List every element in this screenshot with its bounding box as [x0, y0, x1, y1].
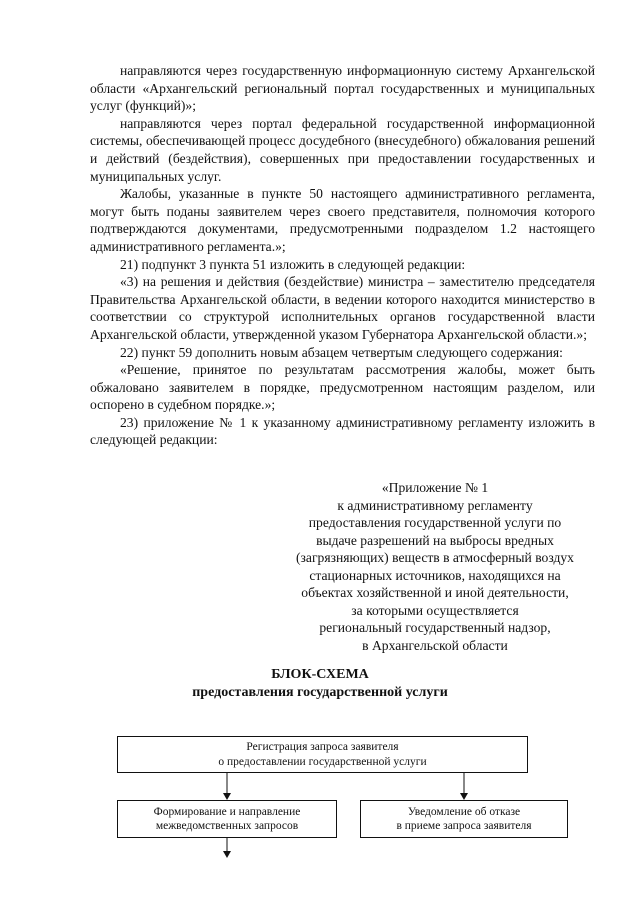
paragraph-item-21-text: «3) на решения и действия (бездействие) министра – заместителю председателя Правительства Архангельской области, в ведении которого находится министерство в соответствии со структурой исполнительных органов государственной власти Архангельской области, утвержденной указом Губернатора Архангельской области.»;	[90, 274, 595, 342]
paragraph-item-22: 22) пункт 59 дополнить новым абзацем четвертым следующего содержания:	[120, 344, 563, 360]
appendix-line: региональный государственный надзор,	[319, 620, 551, 635]
appendix-line: предоставления государственной услуги по	[308, 515, 562, 530]
paragraph-portal-region: направляются через государственную информационную систему Архангельской области «Архангельский региональный портал государственных и муниципальных услуг (функций)»;	[90, 63, 595, 114]
appendix-line: «Приложение № 1	[381, 480, 489, 495]
appendix-line: за которыми осуществляется	[351, 602, 519, 618]
flow-box-line: Формирование и направление	[153, 805, 301, 818]
arrowhead-interagency	[223, 793, 231, 800]
arrowhead-refusal	[460, 793, 468, 800]
appendix-line: выдаче разрешений на выбросы вредных	[316, 532, 554, 548]
flow-box-line: Регистрация запроса заявителя	[246, 741, 399, 753]
flow-box-line: в приеме запроса заявителя	[396, 820, 532, 832]
flow-box-line: о предоставлении государственной услуги	[218, 755, 427, 768]
paragraph-complaints-representative: Жалобы, указанные в пункте 50 настоящего административного регламента, могут быть поданы заявителем через своего представителя, полномочия которого подтверждаются документами, предусмотренными подразделом 1.2 настоящего административного регламента.»;	[90, 186, 595, 254]
appendix-line: к административному регламенту	[337, 497, 533, 513]
scheme-subtitle: предоставления государственной услуги	[192, 685, 448, 700]
paragraph-item-21: 21) подпункт 3 пункта 51 изложить в следующей редакции:	[120, 256, 466, 272]
paragraph-item-22-text: «Решение, принятое по результатам рассмотрения жалобы, может быть обжаловано заявителем в порядке, предусмотренном настоящим разделом, или оспорено в судебном порядке.»;	[90, 362, 595, 413]
appendix-line: (загрязняющих) веществ в атмосферный воздух	[296, 550, 574, 565]
appendix-line: стационарных источников, находящихся на	[309, 567, 561, 583]
arrowhead-next-step	[223, 851, 231, 858]
appendix-line: в Архангельской области	[362, 637, 508, 653]
flow-box-line: межведомственных запросов	[155, 820, 299, 832]
appendix-line: объектах хозяйственной и иной деятельности,	[301, 585, 569, 600]
paragraph-portal-federal: направляются через портал федеральной государственной информационной системы, обеспечивающей процесс досудебного (внесудебного) обжалования решений и действий (бездействия), совершенных при предоставлении государственных и муниципальных услуг.	[90, 115, 595, 184]
scheme-title: БЛОК-СХЕМА	[271, 667, 369, 682]
flow-box-line: Уведомление об отказе	[407, 805, 521, 818]
paragraph-item-23: 23) приложение № 1 к указанному административному регламенту изложить в следующей редакции:	[90, 414, 595, 448]
